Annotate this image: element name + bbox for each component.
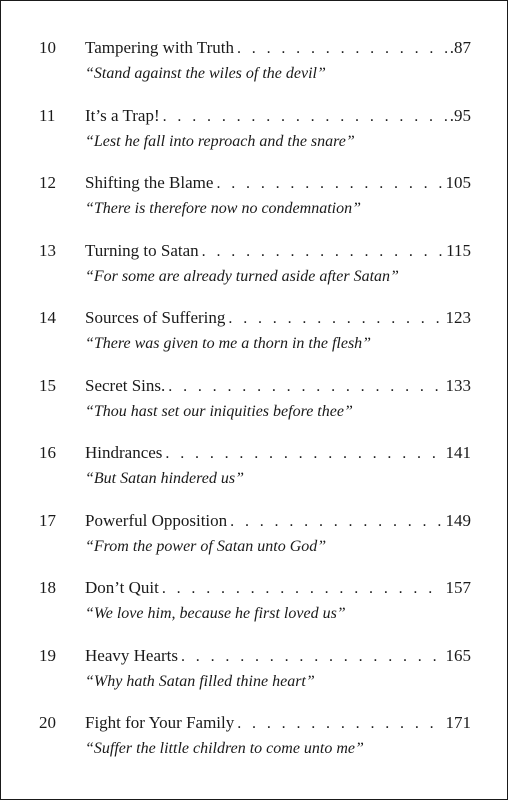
page-number: 171	[445, 713, 471, 732]
toc-entry	[39, 240, 471, 308]
chapter-quote: “Suffer the little children to come unto me”	[85, 740, 364, 757]
dot-leader	[237, 713, 443, 735]
chapter-quote: “There is therefore now no condemnation”	[85, 200, 361, 217]
page-number: 141	[445, 443, 471, 462]
chapter-title: Heavy Hearts	[85, 645, 178, 665]
chapter-number: 20	[39, 713, 56, 732]
toc-entry	[39, 577, 471, 645]
page-number: 165	[445, 645, 471, 665]
toc-entry	[39, 105, 471, 173]
chapter-title: Hindrances	[85, 443, 163, 462]
page-number: 157	[445, 578, 471, 597]
dot-leader	[228, 308, 443, 330]
chapter-number: 19	[39, 645, 56, 665]
chapter-title: Shifting the Blame	[85, 173, 214, 192]
toc-entry	[39, 510, 471, 578]
chapter-number: 18	[39, 578, 56, 597]
page-number: 149	[445, 510, 471, 530]
chapter-title: Secret Sins.	[85, 375, 166, 395]
chapter-title: Powerful Opposition	[85, 510, 228, 530]
dot-leader	[230, 511, 443, 533]
chapter-number: 17	[39, 510, 56, 530]
chapter-quote: “Stand against the wiles of the devil”	[85, 65, 326, 82]
toc-entry	[39, 307, 471, 375]
dot-leader	[181, 646, 444, 668]
chapter-title: Turning to Satan	[85, 240, 199, 260]
chapter-quote: “Lest he fall into reproach and the snare”	[85, 132, 355, 150]
chapter-quote: “From the power of Satan unto God”	[85, 537, 327, 555]
chapter-number: 11	[39, 105, 56, 125]
toc-entry	[39, 645, 471, 713]
chapter-number: 10	[39, 38, 56, 57]
chapter-title: It’s a Trap!	[85, 105, 160, 125]
table-of-contents	[39, 37, 471, 780]
chapter-title: Don’t Quit	[85, 578, 159, 597]
page-number: 123	[445, 308, 471, 327]
page-number: 133	[445, 375, 471, 395]
chapter-quote: “For some are already turned aside after Satan”	[85, 267, 399, 285]
chapter-number: 16	[39, 443, 56, 462]
chapter-title: Tampering with Truth	[85, 38, 234, 57]
page-number: 105	[445, 173, 471, 192]
chapter-quote: “Why hath Satan filled thine heart”	[85, 672, 315, 690]
toc-entry	[39, 712, 471, 780]
chapter-title: Fight for Your Family	[85, 713, 235, 732]
chapter-number: 15	[39, 375, 56, 395]
page-number: 115	[446, 240, 471, 260]
toc-entry	[39, 375, 471, 443]
chapter-quote: “There was given to me a thorn in the flesh”	[85, 335, 372, 352]
dot-leader	[202, 241, 444, 263]
chapter-quote: “Thou hast set our iniquities before thee”	[85, 402, 353, 420]
page-number: .87	[449, 38, 471, 57]
dot-leader	[162, 578, 444, 600]
chapter-title: Sources of Suffering	[85, 308, 226, 327]
dot-leader	[165, 443, 443, 465]
chapter-number: 12	[39, 173, 56, 192]
dot-leader	[163, 106, 448, 128]
page-number: .95	[449, 105, 471, 125]
toc-entry	[39, 442, 471, 510]
dot-leader	[216, 173, 443, 195]
chapter-number: 14	[39, 308, 56, 327]
chapter-number: 13	[39, 240, 56, 260]
dot-leader	[168, 376, 443, 398]
chapter-quote: “We love him, because he first loved us”	[85, 605, 346, 622]
toc-entry	[39, 172, 471, 240]
chapter-quote: “But Satan hindered us”	[85, 470, 244, 487]
dot-leader	[237, 38, 448, 60]
toc-entry	[39, 37, 471, 105]
